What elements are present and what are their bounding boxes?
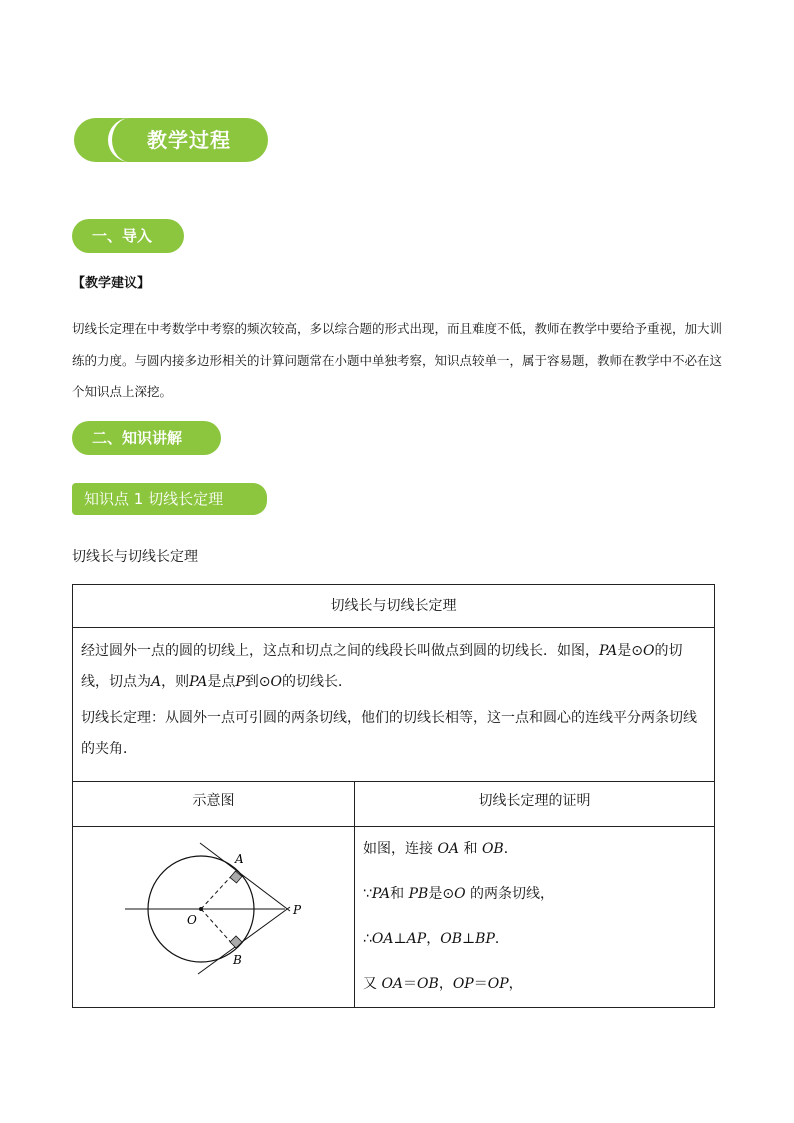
proof-math: OP <box>487 976 509 992</box>
proof-math: PB <box>408 886 429 902</box>
proof-text: 是⊙ <box>428 886 455 902</box>
proof-math: OB <box>481 841 504 857</box>
def-math-a: A <box>151 674 162 690</box>
tangent-length-theorem: 切线长定理：从圆外一点可引圆的两条切线，他们的切线长相等，这一点和圆心的连线平分两条切线的夹角． <box>81 710 697 757</box>
section-knowledge-pill: 二、知识讲解 <box>72 421 221 455</box>
page-title: 教学过程 <box>147 128 231 152</box>
proof-text: ， <box>508 976 523 992</box>
def-text-3: 的切线，切点为 <box>81 643 683 690</box>
proof-text: 的两条切线， <box>465 886 555 902</box>
proof-math: PA <box>371 886 391 902</box>
proof-math: OP <box>452 976 474 992</box>
proof-math: O <box>454 886 466 902</box>
proof-cell <box>355 827 714 1007</box>
def-text-4: ，则 <box>161 674 190 690</box>
proof-line-2 <box>363 878 706 923</box>
proof-math: OA⊥AP <box>371 931 427 947</box>
proof-text: 如图，连接 <box>363 841 438 857</box>
def-math-pa-2: PA <box>189 674 208 690</box>
proof-math: OA <box>437 841 460 857</box>
def-math-o: O <box>642 643 655 659</box>
diagram-cell <box>73 827 355 1007</box>
def-text-1: 经过圆外一点的圆的切线上，这点和切点之间的线段长叫做点到圆的切线长．如图， <box>81 643 599 659</box>
tangent-line-pb <box>198 907 290 974</box>
table-title: 切线长与切线长定理 <box>73 585 714 628</box>
proof-line-4 <box>363 968 706 1013</box>
def-math-p: P <box>235 674 245 690</box>
def-math-o-2: O <box>270 674 283 690</box>
proof-text: ＝ <box>403 976 418 992</box>
teaching-suggestion-label: 【教学建议】 <box>72 276 151 291</box>
label-p: P <box>293 903 302 917</box>
def-text-6: 到⊙ <box>244 674 271 690</box>
def-text-2: 是⊙ <box>617 643 643 659</box>
teaching-suggestion-body: 切线长定理在中考数学中考察的频次较高，多以综合题的形式出现，而且难度不低，教师在教学中要给予重视，加大训练的力度。与圆内接多边形相关的计算问题常在小题中单独考察，知识点较单一，属于容易题，教师在教学中不必在这个知识点上深挖。 <box>72 321 723 399</box>
proof-math: OB⊥BP <box>440 931 495 947</box>
tangent-line-pa <box>200 843 290 911</box>
right-angle-mark-b <box>230 936 242 948</box>
proof-text: ∴ <box>363 931 372 947</box>
table-definition-cell <box>73 628 714 782</box>
proof-line-1 <box>363 833 706 878</box>
label-o: O <box>187 913 197 927</box>
section-intro-pill: 一、导入 <box>72 219 184 253</box>
proof-text: ． <box>494 931 509 947</box>
label-b: B <box>233 953 242 967</box>
def-math-pa: PA <box>599 643 618 659</box>
proof-text: 和 <box>390 886 409 902</box>
column-header-proof: 切线长定理的证明 <box>355 782 714 827</box>
proof-text: ， <box>438 976 453 992</box>
center-point-o <box>199 907 203 911</box>
proof-text: ＝ <box>473 976 488 992</box>
proof-math: OA <box>381 976 404 992</box>
def-text-7: 的切线长． <box>282 674 353 690</box>
tangent-diagram <box>73 827 355 1007</box>
proof-text: ， <box>426 931 441 947</box>
sub-heading: 切线长与切线长定理 <box>72 549 198 565</box>
label-a: A <box>235 852 244 866</box>
theorem-table <box>72 584 715 1008</box>
proof-text: ∵ <box>363 886 372 902</box>
knowledge-point-bar: 知识点 1 切线长定理 <box>72 483 267 515</box>
proof-text: ． <box>503 841 518 857</box>
tangent-length-definition <box>81 636 704 698</box>
def-text-5: 是点 <box>207 674 236 690</box>
right-angle-mark-a <box>229 870 242 883</box>
main-title-banner <box>74 118 268 162</box>
proof-math: OB <box>417 976 439 992</box>
proof-line-3 <box>363 923 706 968</box>
column-header-diagram: 示意图 <box>73 782 355 827</box>
proof-text: 和 <box>459 841 482 857</box>
proof-text: 又 <box>363 976 382 992</box>
